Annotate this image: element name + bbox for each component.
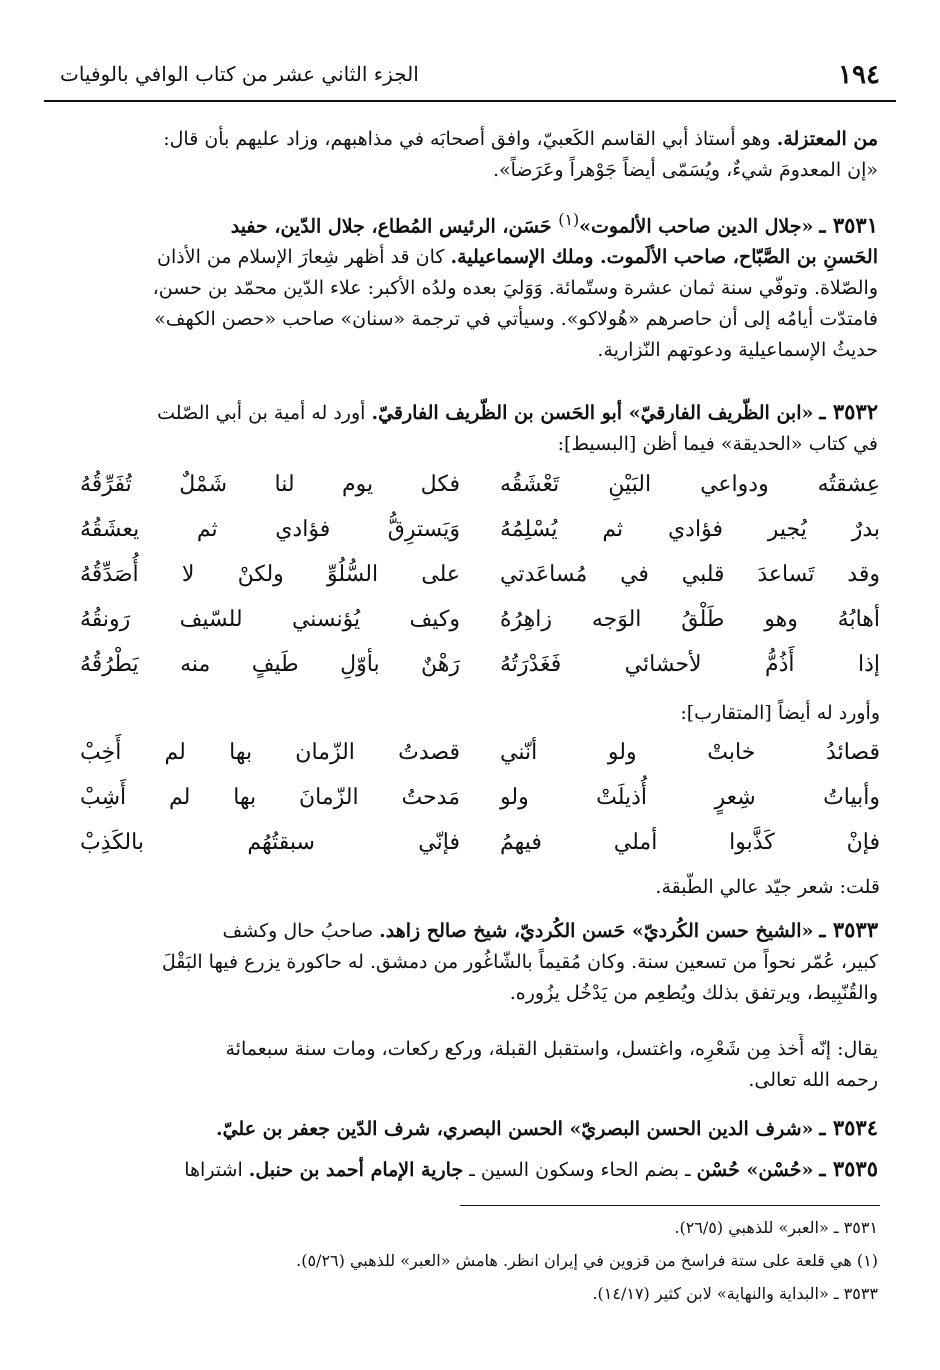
verse-line <box>40 830 880 876</box>
entry-line: رحمه الله تعالى. <box>748 1069 878 1091</box>
verse-hemistich-left: وكيف يُؤنسني للسّيف رَونقُهُ <box>80 607 460 632</box>
entry-3535 <box>44 1153 878 1186</box>
footnote-divider <box>460 1205 880 1206</box>
footnote-text: «العبر» للذهبي (٢٦/٥). <box>674 1218 829 1237</box>
intro-paragraph <box>44 124 878 186</box>
verse-line <box>40 562 880 608</box>
verse-hemistich-left: على السُّلُوِّ ولكنْ لا أُصَدِّقُهُ <box>80 562 460 587</box>
entry-line: والقُنّبِيط، ويرتفق بذلك ويُطعِم من يَدْخُل يزُوره. <box>509 982 878 1004</box>
intro-text-1: وهو أستاذ أبي القاسم الكَعبيّ، وافق أصحابَه في مذاهبهم، وزاد عليهم بأن قال: <box>163 128 777 150</box>
verse-hemistich-right: عِشقتُه ودواعي البَيْنِ تَعْشَقُه <box>500 472 880 497</box>
entry-line: حديثُ الإسماعيلية ودعوتهم النّزارية. <box>597 339 878 362</box>
entry-heading: «ابن الظّريف الفارقيّ» أبو الحَسن بن الظّريف الفارقيّ. <box>371 402 814 424</box>
entry-number: ٣٥٣٤ ـ <box>819 1115 878 1140</box>
verse-hemistich-left: مَدحتُ الزّمانَ بها لم أَشِبْ <box>80 785 460 810</box>
verse-line <box>40 652 880 698</box>
verse-hemistich-left: قصدتُ الزّمان بها لم أَخِبْ <box>80 740 460 765</box>
verse-hemistich-right: أهابُهُ وهو طَلْقُ الوَجه زاهِرُهُ <box>500 607 880 632</box>
verse-hemistich-right: قصائدُ خابتْ ولو أنّني <box>500 740 880 765</box>
entry-3534 <box>44 1112 878 1145</box>
verse-hemistich-right: وأبياتُ شِعرٍ أُذيلَتْ ولو <box>500 785 880 810</box>
entry-text: اشتراها <box>184 1159 249 1181</box>
entry-heading-cont: جارية الإمام أحمد بن حنبل. <box>248 1159 464 1181</box>
verse-hemistich-right: إذا أَذُمُّ لأحشائي فَغَدْرَتُهُ <box>500 652 880 677</box>
entry-number: ٣٥٣٣ ـ <box>819 917 878 942</box>
entry-heading: «شرف الدين الحسن البصريّ» الحسن البصري، شرف الدّين جعفر بن عليّ. <box>215 1118 814 1140</box>
footnote-mark: ٣٥٣١ ـ <box>833 1218 878 1237</box>
editor-comment: قلت: شعر جيّد عالي الطّبقة. <box>655 876 880 898</box>
verse-hemistich-left: فإنّي سبقتُهُم بالكَذِبْ <box>80 830 460 855</box>
page-number: ١٩٤ <box>838 60 880 90</box>
verse-line <box>40 785 880 831</box>
verse-line <box>40 740 880 786</box>
verse-intro: وأورد له أيضاً [المتقارب]: <box>680 702 880 724</box>
entry-heading-cont: حَسَن، الرئيس المُطاع، جلال الدّين، حفيد <box>230 215 559 238</box>
entry-3533 <box>44 914 878 1009</box>
verse-line <box>40 517 880 563</box>
verse-hemistich-right: وقد تَساعدَ قلبي في مُساعَدتي <box>500 562 880 587</box>
footnote <box>60 1218 878 1237</box>
entry-number: ٣٥٣١ ـ <box>819 212 878 238</box>
footnote-mark: ٣٥٣٣ ـ <box>833 1284 878 1303</box>
entry-heading: «جلال الدين صاحب الألموت» <box>579 215 814 238</box>
entry-line: كبير، عُمّر نحواً من تسعين سنة. وكان مُقيماً بالشّاغُور من دمشق. له حاكورة يزرع فيها البَقْلَ <box>161 951 878 973</box>
entry-text: أورد له أمية بن أبي الصّلت <box>157 402 372 424</box>
header-divider <box>44 100 896 102</box>
verse-line <box>40 607 880 653</box>
entry-number: ٣٥٣٥ ـ <box>819 1156 878 1181</box>
verse-line <box>40 472 880 518</box>
entry-line: الحَسنِ بن الصَّبّاح، صاحب الألَموت. وملك الإسماعيلية. <box>450 246 878 269</box>
verse-hemistich-right: فإنْ كَذَّبوا أملي فيهمُ <box>500 830 880 855</box>
entry-line: والصّلاة. وتوفّي سنة ثمان عشرة وستّمائة. وَوَليَ بعده ولدُه الأكبر: علاء الدّين محمّد بن حسن، <box>152 277 878 300</box>
verse-hemistich-left: رَهْنٌ بأوّلِ طَيفٍ منه يَطْرُقُهُ <box>80 652 460 677</box>
entry-text: صاحبُ حال وكشف <box>222 920 380 942</box>
entry-line: فامتدّت أيامُه إلى أن حاصرهم «هُولاكو». وسيأتي في ترجمة «سنان» صاحب «حصن الكهف» <box>154 308 878 331</box>
entry-3532 <box>44 396 878 460</box>
entry-text: ـ بضم الحاء وسكون السين ـ <box>463 1159 697 1181</box>
verse-hemistich-right: بدرٌ يُجير فؤادي ثم يُسْلِمُهُ <box>500 517 880 542</box>
page-header <box>40 60 900 94</box>
footnote <box>60 1251 878 1270</box>
entry-3531 <box>44 204 878 366</box>
entry-3533-anecdote <box>44 1034 878 1096</box>
intro-bold: من المعتزلة. <box>776 128 878 150</box>
verse-hemistich-left: وَيَسترِقُّ فؤادي ثم يعشَقُهُ <box>80 517 460 542</box>
footnote-mark: (١) <box>856 1251 878 1270</box>
footnote-text: «البداية والنهاية» لابن كثير (١٤/١٧). <box>592 1284 829 1303</box>
running-title: الجزء الثاني عشر من كتاب الوافي بالوفيات <box>60 62 419 86</box>
entry-line: يقال: إنّه أَخذ مِن شَعْرِه، واغتسل، واستقبل القبلة، وركع ركعات، ومات سنة سبعمائة <box>225 1038 878 1060</box>
entry-heading: «الشيخ حسن الكُرديّ» حَسن الكُرديّ، شيخ صالح زاهد. <box>379 920 814 942</box>
intro-text-2: «إن المعدومَ شيءٌ، ويُسَمّى أيضاً جَوْهراً وعَرَضاً». <box>492 159 878 181</box>
entry-number: ٣٥٣٢ ـ <box>819 399 878 424</box>
entry-line: في كتاب «الحديقة» فيما أظن [البسيط]: <box>557 433 878 455</box>
verse-hemistich-left: فكل يوم لنا شَمْلٌ تُفَرِّقُهُ <box>80 472 460 497</box>
footnote-mark: (١) <box>558 210 580 229</box>
entry-line: كان قد أظهر شِعارَ الإسلام من الأذان <box>157 246 451 269</box>
footnote-text: هي قلعة على ستة فراسخ من قزوين في إيران انظر. هامش «العبر» للذهبي (٥/٢٦). <box>296 1251 852 1270</box>
footnote <box>60 1284 878 1303</box>
entry-heading: «حُسْن» حُسْن <box>696 1159 814 1181</box>
